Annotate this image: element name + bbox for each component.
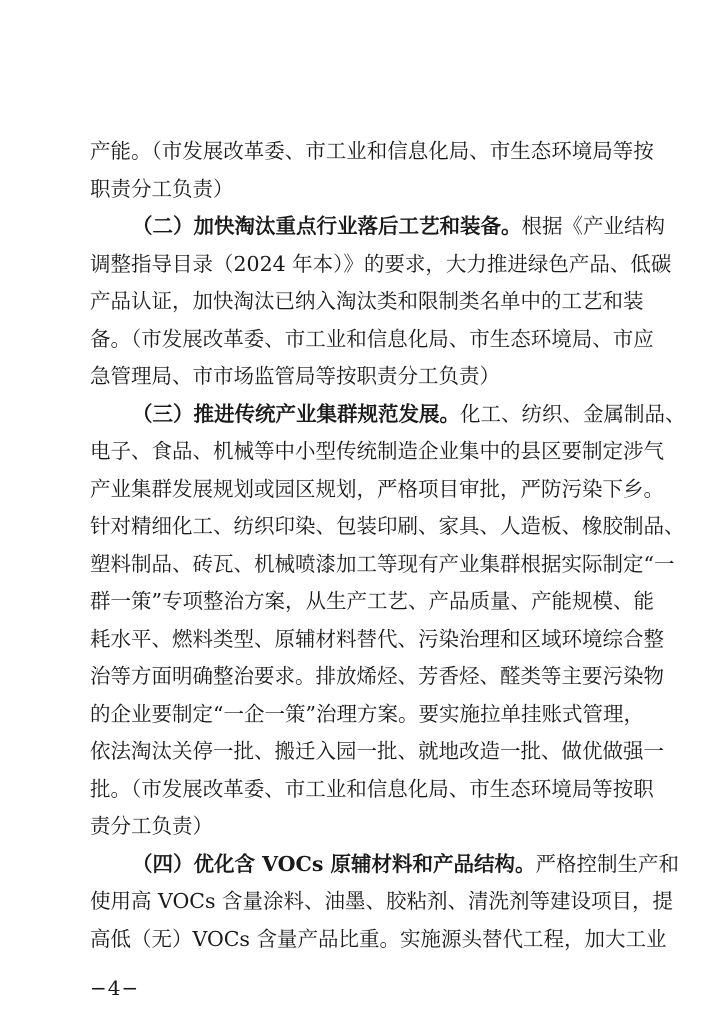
paragraph-first-line: [132, 400, 686, 428]
body-text-line: 群一策”专项整治方案，从生产工艺、产品质量、产能规模、能: [90, 589, 654, 613]
body-text-line: 耗水平、燃料类型、原辅材料替代、污染治理和区域环境综合整: [90, 626, 664, 651]
body-text-line: 依法淘汰关停一批、搬迁入园一批、就地改造一批、做优做强一: [90, 739, 664, 763]
section-heading: （二）加快淘汰重点行业落后工艺和装备。: [132, 214, 522, 238]
body-text-line: 的企业要制定“一企一策”治理方案。要实施拉单挂账式管理，: [90, 701, 644, 726]
section-heading: （四）优化含 VOCs 原辅材料和产品结构。: [132, 851, 536, 876]
body-text-line: 备。（市发展改革委、市工业和信息化局、市生态环境局、市应: [90, 326, 654, 351]
section-heading: （三）推进传统产业集群规范发展。: [132, 401, 460, 426]
body-text-line: 电子、食品、机械等中小型传统制造企业集中的县区要制定涉气: [90, 439, 664, 463]
page-number: −4−: [90, 975, 140, 1000]
body-text: 严格控制生产和: [535, 851, 680, 876]
body-text-line: 责分工负责）: [90, 814, 213, 838]
body-text-line: 产品认证，加快淘汰已纳入淘汰类和限制类名单中的工艺和装: [90, 289, 644, 313]
body-text-line: 治等方面明确整治要求。排放烯烃、芳香烃、醛类等主要污染物: [90, 664, 664, 688]
body-text-line: 调整指导目录（2024 年本）》的要求，大力推进绿色产品、低碳: [90, 251, 672, 276]
body-text: 根据《产业结构: [521, 214, 665, 238]
paragraph-first-line: [132, 212, 665, 240]
body-text-line: 塑料制品、砖瓦、机械喷漆加工等现有产业集群根据实际制定“一: [90, 551, 675, 576]
body-text-line: 急管理局、市市场监管局等按职责分工负责）: [90, 364, 500, 388]
body-text-line: 批。（市发展改革委、市工业和信息化局、市生态环境局等按职: [90, 776, 654, 801]
body-text-line: 高低（无）VOCs 含量产品比重。实施源头替代工程，加大工业: [90, 926, 667, 951]
body-text: 化工、纺织、金属制品、: [460, 401, 686, 426]
body-text-line: 产业集群发展规划或园区规划，严格项目审批，严防污染下乡。: [90, 476, 664, 501]
body-text-line: 针对精细化工、纺织印染、包装印刷、家具、人造板、橡胶制品、: [90, 514, 685, 538]
body-text-line: 职责分工负责）: [90, 176, 234, 201]
body-text-line: 产能。（市发展改革委、市工业和信息化局、市生态环境局等按: [90, 139, 654, 163]
body-text-line: 使用高 VOCs 含量涂料、油墨、胶粘剂、清洗剂等建设项目，提: [90, 889, 673, 913]
paragraph-first-line: [132, 850, 680, 878]
